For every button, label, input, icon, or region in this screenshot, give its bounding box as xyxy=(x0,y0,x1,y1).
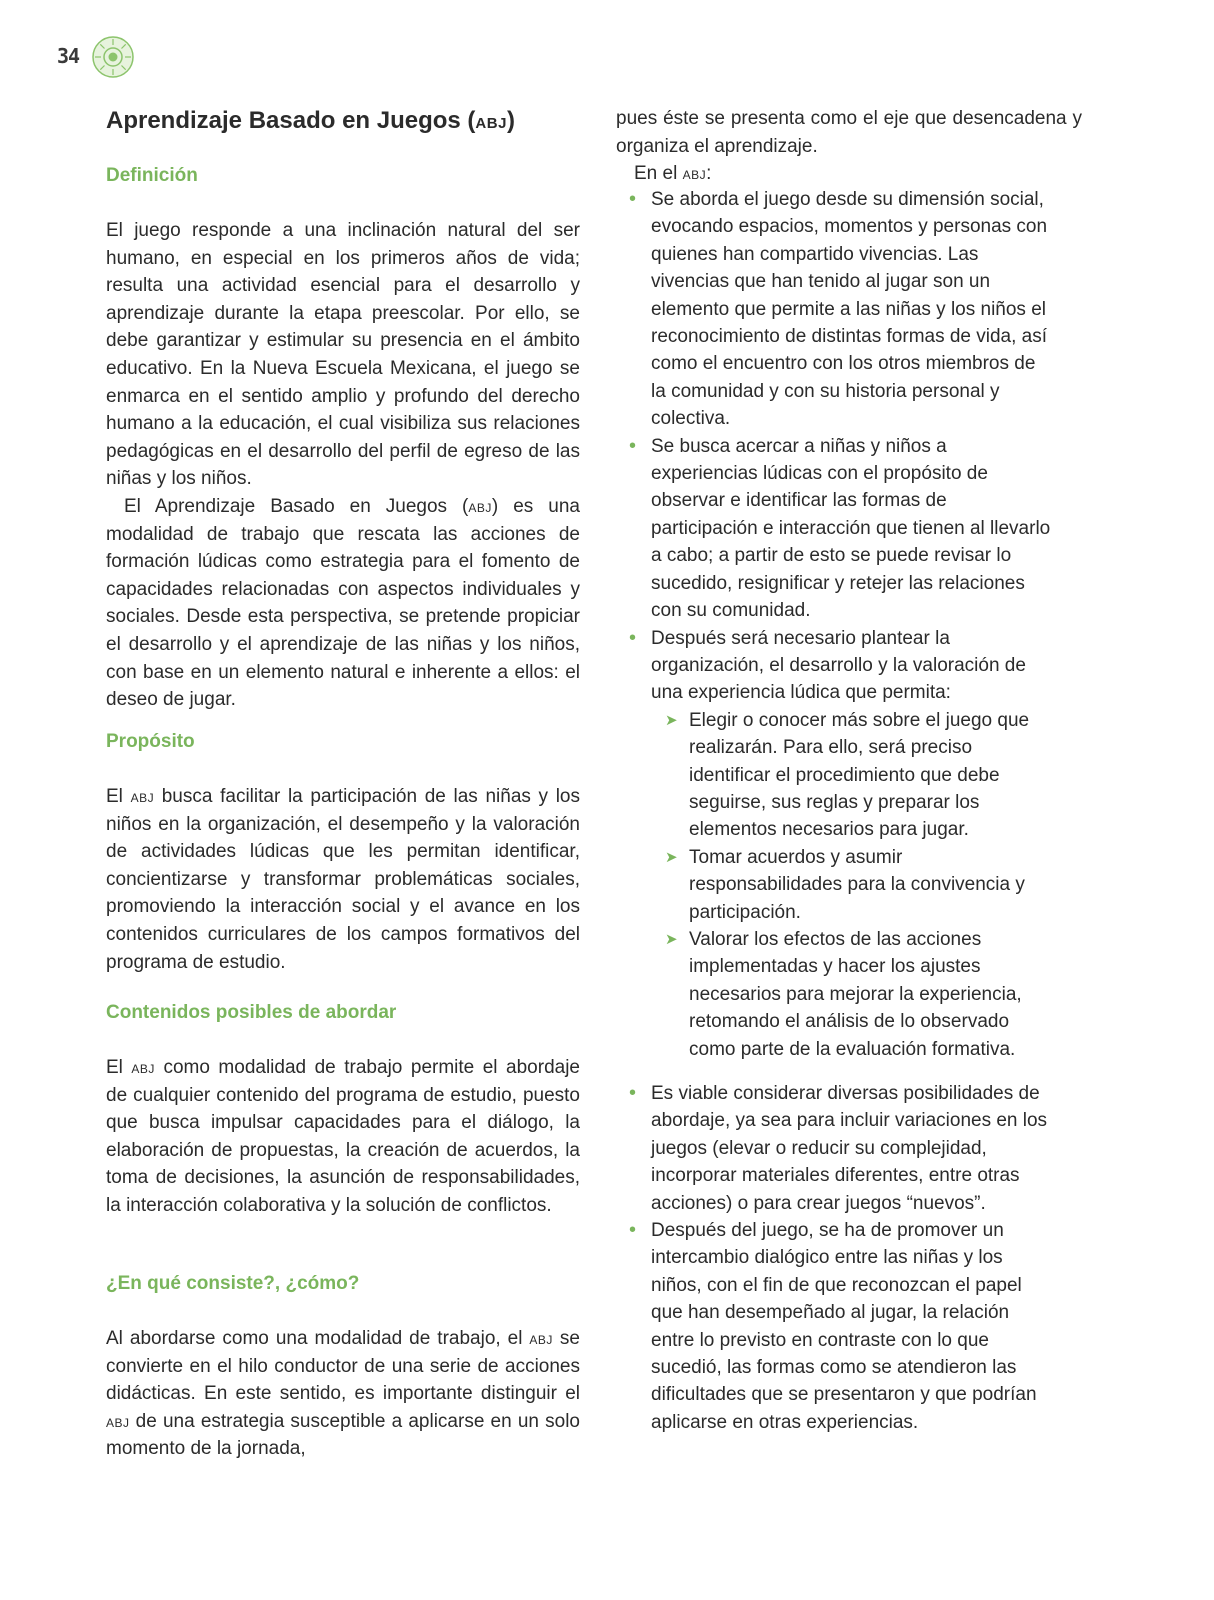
heading-proposito: Propósito xyxy=(106,731,195,752)
heading-contenidos: Contenidos posibles de abordar xyxy=(106,1002,397,1023)
heading-definicion: Definición xyxy=(106,165,198,186)
bullet-list-bottom xyxy=(625,1080,1055,1436)
green-triangle-arrow-icon: ➤ xyxy=(665,930,678,948)
proposito-text: El abj busca facilitar la participación de las niñas y los niños en la organización, el desempeño y la valoración de actividades lúdicas que les permitan identificar, concientizarse y transformar problemáticas sociales, promoviendo la interacción social y el avance en los contenidos curriculares de los campos formativos del programa de estudio. xyxy=(106,786,580,973)
green-triangle-arrow-icon: ➤ xyxy=(665,848,678,866)
consiste-text: Al abordarse como una modalidad de trabajo, el abj se convierte en el hilo conductor de una serie de acciones didácticas. En este sentido, es importante distinguir el abj de una estrategia susceptible a aplicarse en un solo momento de la jornada, xyxy=(106,1328,580,1460)
page-number: 34 xyxy=(57,44,80,68)
list-item: • Se aborda el juego desde su dimensión social, evocando espacios, momentos y personas con quienes han compartido vivencias. Las vivencias que han tenido al jugar son un elemento que permite a las niñas y los niños el reconocimiento de distintas formas de vida, así como el encuentro con los otros miembros de la comunidad y con su historia personal y colectiva. xyxy=(625,186,1055,433)
page-title: Aprendizaje Basado en Juegos (abj) xyxy=(106,107,515,134)
heading-consiste: ¿En qué consiste?, ¿cómo? xyxy=(106,1273,360,1294)
green-triangle-arrow-icon: ➤ xyxy=(665,711,678,729)
sub-list xyxy=(651,707,1055,1063)
sub-list-item: ➤ Tomar acuerdos y asumir responsabilidades para la convivencia y participación. xyxy=(651,844,1055,926)
definicion-paragraph: El juego responde a una inclinación natural del ser humano, en especial en los primeros años de vida; resulta una actividad esencial para el desarrollo y aprendizaje durante la etapa preescolar. Por ello, se debe garantizar y estimular su presencia en el ámbito educativo. En la Nueva Escuela Mexicana, el juego se enmarca en el sentido amplio y profundo del derecho humano a la educación, el cual visibiliza sus relaciones pedagógicas en el desarrollo del perfil de egreso de las niñas y los niños. xyxy=(106,220,580,490)
list-item: • Se busca acercar a niñas y niños a experiencias lúdicas con el propósito de observar e identificar las formas de participación e interacción que tienen al llevarlo a cabo; a partir de esto se puede revisar lo sucedido, resignificar y retejer las relaciones con su comunidad. xyxy=(625,433,1055,625)
list-item: • Es viable considerar diversas posibilidades de abordaje, ya sea para incluir variaciones en los juegos (elevar o reducir su complejidad, incorporar materiales diferentes, entre otras acciones) o para crear juegos “nuevos”. xyxy=(625,1080,1055,1217)
list-item: • Después será necesario plantear la organización, el desarrollo y la valoración de una experiencia lúdica que permita: ➤ Elegir o conocer más sobre el juego que realizarán. Para ello, será preciso identificar el procedimiento que debe seguirse, sus reglas y preparar los elementos necesarios para jugar. ➤ Tomar acuerdos y asumir responsabilidades para la convivencia y participación. ➤ Valorar los efectos de las acciones implementadas y hacer los ajustes necesarios para mejorar la experiencia, retomando el análisis de lo observado como parte de la evaluación formativa. xyxy=(625,625,1055,1064)
definicion-text xyxy=(106,217,580,714)
contenidos-text: El abj como modalidad de trabajo permite el abordaje de cualquier contenido del programa de estudio, puesto que busca impulsar capacidades para el diálogo, la elaboración de propuestas, la creación de acuerdos, la toma de decisiones, la asunción de responsabilidades, la interacción colaborativa y la solución de conflictos. xyxy=(106,1057,580,1216)
sub-list-item: ➤ Elegir o conocer más sobre el juego que realizarán. Para ello, será preciso identificar el procedimiento que debe seguirse, sus reglas y preparar los elementos necesarios para jugar. xyxy=(651,707,1055,844)
abj-paragraph: El Aprendizaje Basado en Juegos (abj) es una modalidad de trabajo que rescata las acciones de formación lúdicas como estrategia para el fomento de capacidades relacionadas con aspectos individuales y sociales. Desde esta perspectiva, se pretende propiciar el desarrollo y el aprendizaje de las niñas y los niños, con base en un elemento natural e inherente a ellos: el deseo de jugar. xyxy=(106,495,580,711)
sun-emblem-icon xyxy=(92,36,134,78)
sub-list-item: ➤ Valorar los efectos de las acciones implementadas y hacer los ajustes necesarios para mejorar la experiencia, retomando el análisis de lo observado como parte de la evaluación formativa. xyxy=(651,926,1055,1063)
list-item: • Después del juego, se ha de promover un intercambio dialógico entre las niñas y los niños, con el fin de que reconozcan el papel que han desempeñado al jugar, la relación entre lo previsto en contraste con lo que sucedió, las formas como se atendieron las dificultades que se presentaron y que podrían aplicarse en otras experiencias. xyxy=(625,1217,1055,1436)
continuation-text: pues éste se presenta como el eje que desencadena y organiza el aprendizaje. En el abj: xyxy=(616,105,1082,188)
en-el-abj: En el abj: xyxy=(634,163,712,185)
bullet-list-top xyxy=(625,186,1055,1063)
